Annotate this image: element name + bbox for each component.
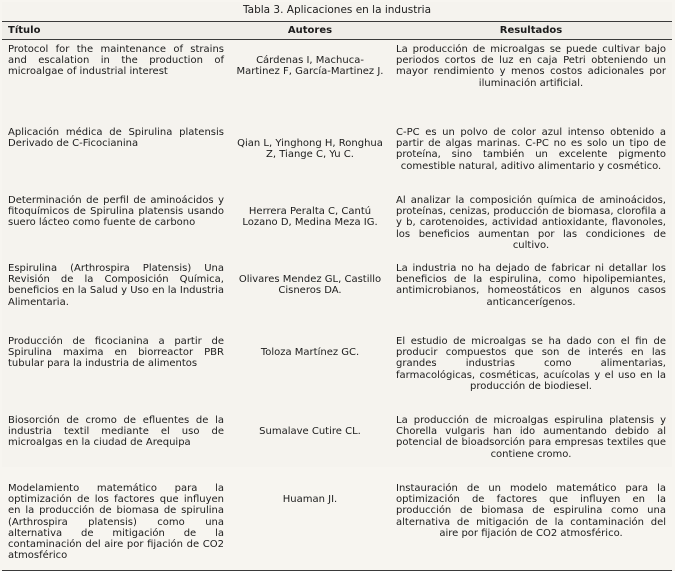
cell-resultados: La producción de microalgas espirulina platensis y Chorella vulgaris han ido aumentando debido al potencial de bioadsorción para empresas textiles que contiene cromo. xyxy=(396,415,666,460)
cell-resultados: La producción de microalgas se puede cultivar bajo periodos cortos de luz en caja Petri obteniendo un mayor rendimiento y menos costos adicionales por iluminación artificial. xyxy=(396,44,666,89)
cell-titulo: Determinación de perfil de aminoácidos y fitoquímicos de Spirulina platensis usando suero lácteo como fuente de carbono xyxy=(8,195,224,229)
table-row xyxy=(2,259,672,332)
cell-autores: Olivares Mendez GL, Castillo Cisneros DA. xyxy=(238,274,382,297)
cell-titulo: Aplicación médica de Spirulina platensis Derivado de C-Ficocianina xyxy=(8,127,224,150)
cell-autores: Cárdenas I, Machuca-Martinez F, García-Martinez J. xyxy=(236,55,384,78)
applications-table xyxy=(2,22,672,571)
table-row xyxy=(2,191,672,259)
header-resultados: Resultados xyxy=(390,22,672,40)
cell-autores: Qian L, Yinghong H, Ronghua Z, Tiange C, Yu C. xyxy=(237,138,383,161)
cell-titulo: Biosorción de cromo de efluentes de la industria textil mediante el uso de microalgas en la ciudad de Arequipa xyxy=(8,415,224,449)
table-row xyxy=(2,479,672,571)
table-row xyxy=(2,332,672,411)
table-row xyxy=(2,123,672,191)
cell-autores: Toloza Martínez GC. xyxy=(260,347,360,358)
cell-titulo: Espirulina (Arthrospira Platensis) Una Revisión de la Composición Química, beneficios en la Salud y Uso en la Industria Alimentaria. xyxy=(8,263,224,308)
cell-autores: Huaman JI. xyxy=(230,479,390,571)
table-row xyxy=(2,40,672,124)
cell-resultados: La industria no ha dejado de fabricar ni detallar los beneficios de la espirulina, como hipolipemiantes, antimicrobianos, homeostáticos en algunos casos anticancerígenos. xyxy=(396,263,666,308)
cell-autores: Sumalave Cutire CL. xyxy=(259,426,361,437)
cell-autores: Herrera Peralta C, Cantú Lozano D, Medina Meza IG. xyxy=(242,206,378,229)
cell-titulo: Producción de ficocianina a partir de Spirulina maxima en biorreactor PBR tubular para la industria de alimentos xyxy=(8,336,224,370)
header-autores: Autores xyxy=(230,22,390,40)
cell-titulo: Protocol for the maintenance of strains and escalation in the production of microalgae of industrial interest xyxy=(8,44,224,78)
cell-resultados: Instauración de un modelo matemático para la optimización de factores que influyen en la producción de biomasa de espirulina como una alternativa de mitigación de la contaminación del aire por fijación de CO2 atmosférico. xyxy=(390,479,672,571)
cell-resultados: C-PC es un polvo de color azul intenso obtenido a partir de algas marinas. C-PC no es solo un tipo de proteína, sino también un excelente pigmento comestible natural, aditivo alimentario y cosmético. xyxy=(396,127,666,172)
document-table-frame xyxy=(2,2,672,562)
cell-resultados: El estudio de microalgas se ha dado con el fin de producir compuestos que son de interés en las grandes industrias como alimentarias, farmacológicas, cosméticas, acuícolas y el uso en la producción de biodiesel. xyxy=(396,336,666,392)
cell-resultados: Al analizar la composición química de aminoácidos, proteínas, cenizas, producción de biomasa, clorofila a y b, carotenoides, actividad antioxidante, flavonoles, los beneficios aumentan por las condiciones de cultivo. xyxy=(396,195,666,251)
table-header-row xyxy=(2,22,672,40)
header-titulo: Título xyxy=(2,22,230,40)
table-row xyxy=(2,411,672,479)
table-caption: Tabla 3. Aplicaciones en la industria xyxy=(2,2,672,22)
cell-titulo: Modelamiento matemático para la optimización de los factores que influyen en la producción de biomasa de spirulina (Arthrospira platensis) como una alternativa de mitigación de la contaminación del aire por fijación de CO2 atmosférico xyxy=(2,479,230,571)
